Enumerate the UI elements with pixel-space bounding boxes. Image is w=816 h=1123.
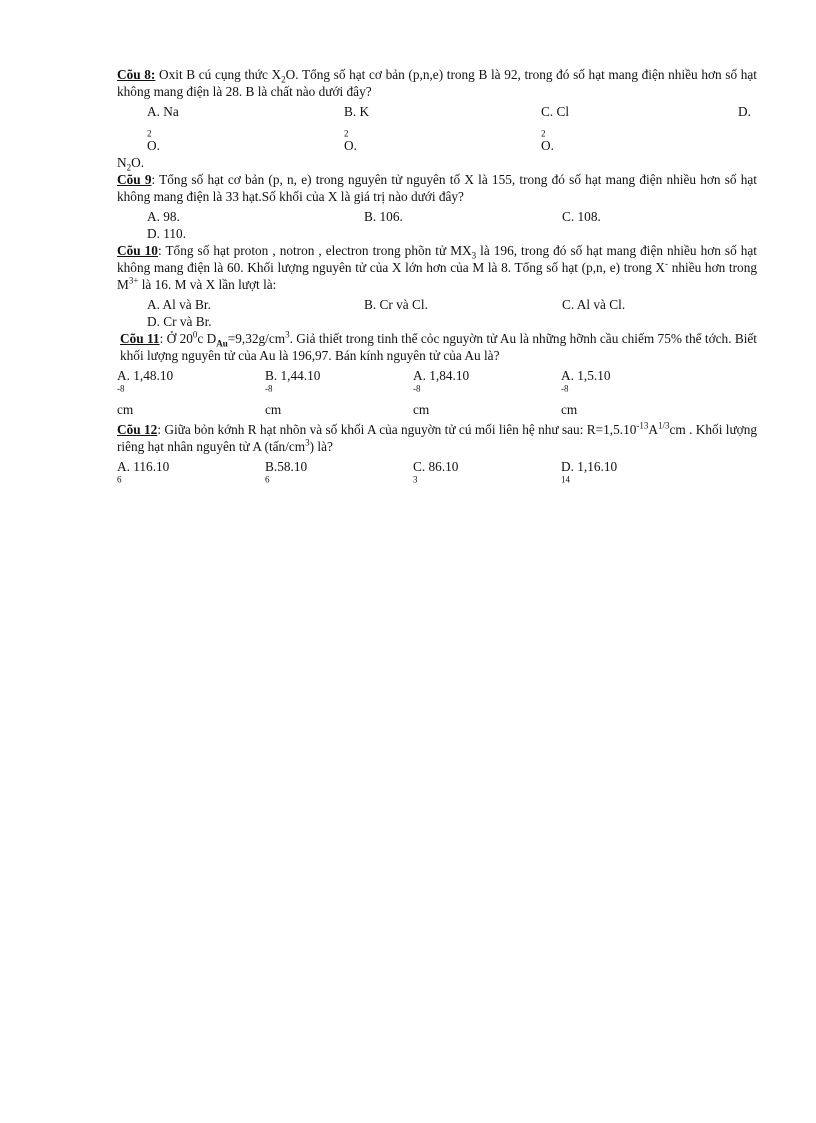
question-10-label: Cõu 10: [117, 243, 158, 258]
question-8-options: [117, 103, 757, 154]
question-9-text: : Tổng số hạt cơ bản (p, n, e) trong nguyên tử nguyên tố X là 155, trong đó số hạt mang điện nhiều hơn số hạt không mang điện là 33 hạt.Số khối của X là giá trị nào dưới đây?: [117, 172, 757, 204]
subscript: 2: [281, 74, 286, 85]
option-c: C. $Cl_2O$.: [541, 104, 570, 153]
option-d: A. $1,5.10^{-8}cm$: [561, 368, 611, 417]
option-a: A. 116.10$^6$: [117, 459, 170, 485]
question-10: Cõu 10: Tổng số hạt proton , notron , electron trong phõn tử $MX_3$ là 196, trong đó số hạt mang điện nhiều hơn số hạt không mang điện là 60. Khối lượng nguyên tử của X lớn hơn của M là 8. Tổng số hạt (p,n, e) trong X- nhiều hơn trong $M^{3+}$ là 16. M và X lần lượt là:: [117, 243, 757, 292]
document-page: [117, 66, 757, 492]
question-9-options: [117, 208, 757, 225]
option-a: A. $1,48.10^{-8}cm$: [117, 368, 174, 417]
option-d: D. 1,16.10$^{14}$: [561, 459, 618, 485]
question-9: [117, 171, 757, 205]
option-b: B.58.10$^6$: [265, 459, 308, 485]
question-8: [117, 66, 757, 100]
question-11-options: [117, 367, 757, 418]
option-d: D.: [738, 104, 751, 119]
option-c: C. 108.: [562, 209, 601, 224]
question-12: Cõu 12: Giữa bỏn kớnh R hạt nhõn và số khối A của nguyờn tử cú mối liên hệ như sau: $R=1,5.10^{-13}A^{1/3}cm$ . Khối lượng riêng hạt nhân nguyên tử A $(tấn/cm^3)$ là?: [117, 420, 757, 454]
question-11-label: Cõu 11: [120, 331, 160, 346]
option-d: D. 110.: [147, 226, 187, 241]
option-a: A. 98.: [147, 209, 180, 224]
question-12-label: Cõu 12: [117, 422, 158, 437]
question-9-label: Cõu 9: [117, 172, 152, 187]
option-b: B. $K_2O$.: [344, 104, 370, 153]
question-8-label: Cõu 8:: [117, 67, 156, 82]
option-c: A. $1,84.10^{-8}cm$: [413, 368, 470, 417]
option-c: C. 86.10$^3$: [413, 459, 459, 485]
question-10-options: [117, 296, 757, 313]
option-a: A. Al và Br.: [147, 297, 211, 312]
question-11: Cõu 11: Ở $20^0c$ $D_{Au}=9,32g/cm^3$. Giả thiết trong tinh thể cỏc nguyờn tử Au là những hỡnh cầu chiếm 75% thể tớch. Biết khối lượng nguyên tử của Au là 196,97. Bán kính nguyên tử của Au là?: [120, 329, 757, 363]
option-b: B. Cr và Cl.: [364, 297, 428, 312]
option-b: B. $1,44.10^{-8}cm$: [265, 368, 321, 417]
option-b: B. 106.: [364, 209, 403, 224]
question-8-text: O. Tổng số hạt cơ bản (p,n,e) trong B là 92, trong đó số hạt mang điện nhiều hơn số hạt không mang điện là 28. B là chất nào dưới đây?: [117, 67, 757, 99]
option-c: C. Al và Cl.: [562, 297, 626, 312]
option-a: A. $Na_2O$.: [147, 104, 179, 153]
option-d: D. Cr và Br.: [147, 314, 212, 329]
question-8-text: Oxit B cú cụng thức X: [155, 67, 282, 82]
option-d-continued: $N_2O$.: [117, 155, 145, 173]
question-12-options: [117, 458, 757, 492]
